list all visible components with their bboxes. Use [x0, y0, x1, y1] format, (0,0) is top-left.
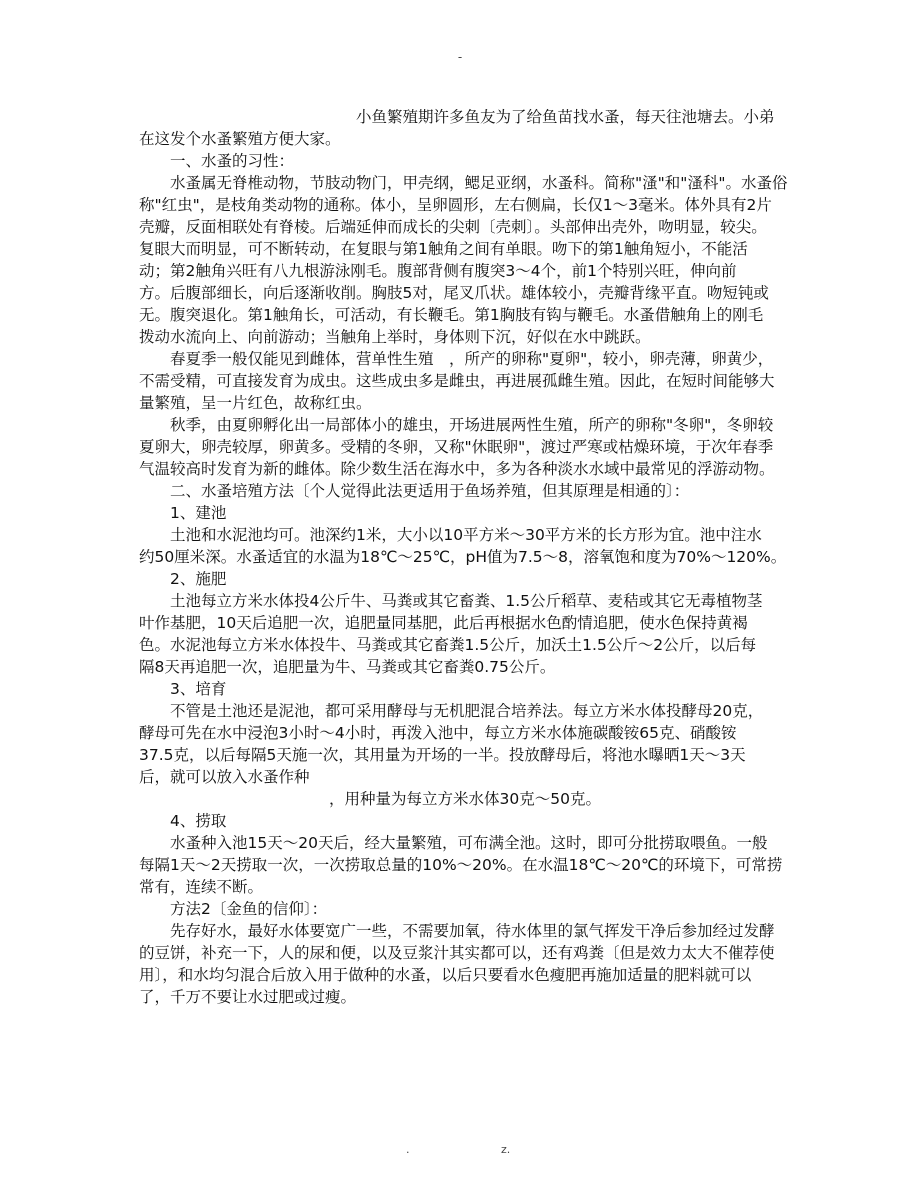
footer-left-mark: .: [406, 1143, 410, 1156]
text-line: 壳瓣，反面相联处有脊棱。后端延伸而成长的尖刺〔壳刺〕。头部伸出壳外，吻明显，较尖。: [139, 218, 767, 236]
page-header: -: [457, 50, 463, 64]
text-line: 用〕，和水均匀混合后放入用于做种的水蚤，以后只要看水色瘦肥再施加适量的肥料就可以: [139, 966, 752, 984]
text-line: 动；第2触角兴旺有八九根游泳刚毛。腹部背侧有腹突3～4个，前1个特别兴旺，伸向前: [139, 262, 737, 280]
text-line: 春夏季一般仅能见到雌体，营单性生殖 ，所产的卵称"夏卵"，较小，卵壳薄，卵黄少，: [170, 350, 774, 368]
text-line: 叶作基肥，10天后追肥一次，追肥量同基肥，此后再根据水色酌情追肥，使水色保持黄褐: [139, 614, 748, 632]
text-line: 小鱼繁殖期许多鱼友为了给鱼苗找水蚤，每天往池塘去。小弟: [356, 108, 775, 126]
document-body: [139, 106, 788, 1008]
text-line: 在这发个水蚤繁殖方便大家。: [139, 130, 341, 148]
text-line: 土池每立方米水体投4公斤牛、马粪或其它畜粪、1.5公斤稻草、麦秸或其它无毒植物茎: [170, 592, 763, 610]
text-line: 37.5克，以后每隔5天施一次，其用量为开场的一半。投放酵母后，将池水曝晒1天～3天: [139, 746, 746, 764]
text-line: 无。腹突退化。第1触角长，可活动，有长鞭毛。第1胸肢有钩与鞭毛。水蚤借触角上的刚毛: [139, 306, 764, 324]
text-line: 气温较高时发育为新的雌体。除少数生活在海水中，多为各种淡水水域中最常见的浮游动物。: [139, 460, 775, 478]
subsection-heading: 方法2〔金鱼的信仰〕：: [170, 900, 328, 918]
text-line: 了，千万不要让水过肥或过瘦。: [139, 988, 357, 1006]
text-line: 不需受精，可直接发育为成虫。这些成虫多是雌虫，再进展孤雌生殖。因此，在短时间能够大: [139, 372, 775, 390]
text-line: 常有，连续不断。: [139, 878, 264, 896]
section-heading: 二、水蚤培殖方法〔个人觉得此法更适用于鱼场养殖，但其原理是相通的〕：: [170, 482, 690, 500]
subsection-heading: 2、施肥: [170, 570, 227, 588]
text-line: 隔8天再追肥一次，追肥量为牛、马粪或其它畜粪0.75公斤。: [139, 658, 556, 676]
text-line: 的豆饼，补充一下，人的尿和便，以及豆浆汁其实都可以，还有鸡粪〔但是效力太大不催荐使: [139, 944, 775, 962]
text-line: 土池和水泥池均可。池深约1米，大小以10平方米～30平方米的长方形为宜。池中注水: [170, 526, 762, 544]
text-line: 方。后腹部细长，向后逐渐收削。胸肢5对，尾叉爪状。雄体较小，壳瓣背缘平直。吻短钝或: [139, 284, 769, 302]
subsection-heading: 1、建池: [170, 504, 227, 522]
text-line: 夏卵大，卵壳较厚，卵黄多。受精的冬卵，又称"休眠卵"，渡过严寒或枯燥环境，于次年春季: [139, 438, 774, 456]
footer-right-mark: z.: [501, 1143, 511, 1156]
text-line: 复眼大而明显，可不断转动，在复眼与第1触角之间有单眼。吻下的第1触角短小，不能活: [139, 240, 748, 258]
text-line: 水蚤属无脊椎动物，节肢动物门，甲壳纲，鳃足亚纲，水蚤科。简称"溞"和"溞科"。水蚤俗: [170, 174, 788, 192]
text-line: 色。水泥池每立方米水体投牛、马粪或其它畜粪1.5公斤，加沃土1.5公斤～2公斤，以后每: [139, 636, 757, 654]
text-line: 后，就可以放入水蚤作种: [139, 768, 310, 786]
text-line: 称"红虫"，是枝角类动物的通称。体小，呈卵圆形，左右侧扁，长仅1～3毫米。体外具有2片: [139, 196, 772, 214]
text-line: ，用种量为每立方米水体30克～50克。: [329, 790, 601, 808]
text-line: 水蚤种入池15天～20天后，经大量繁殖，可布满全池。这时，即可分批捞取喂鱼。一般: [170, 834, 768, 852]
subsection-heading: 3、培育: [170, 680, 227, 698]
text-line: 酵母可先在水中浸泡3小时～4小时，再泼入池中，每立方米水体施碳酸铵65克、硝酸铵: [139, 724, 737, 742]
text-line: 拨动水流向上、向前游动；当触角上举时，身体则下沉，好似在水中跳跃。: [139, 328, 651, 346]
text-line: 不管是土池还是泥池，都可采用酵母与无机肥混合培养法。每立方米水体投酵母20克，: [170, 702, 764, 720]
text-line: 每隔1天～2天捞取一次，一次捞取总量的10%～20%。在水温18℃～20℃的环境下，可常捞: [139, 856, 783, 874]
section-heading: 一、水蚤的习性：: [170, 152, 295, 170]
subsection-heading: 4、捞取: [170, 812, 227, 830]
text-line: 量繁殖，呈一片红色，故称红虫。: [139, 394, 372, 412]
text-line: 先存好水，最好水体要宽广一些，不需要加氧，待水体里的氯气挥发干净后参加经过发酵: [170, 922, 775, 940]
text-line: 秋季，由夏卵孵化出一局部体小的雄虫，开场进展两性生殖，所产的卵称"冬卵"，冬卵较: [170, 416, 774, 434]
text-line: 约50厘米深。水蚤适宜的水温为18℃～25℃，pH值为7.5～8，溶氧饱和度为70%～120%。: [139, 548, 787, 566]
